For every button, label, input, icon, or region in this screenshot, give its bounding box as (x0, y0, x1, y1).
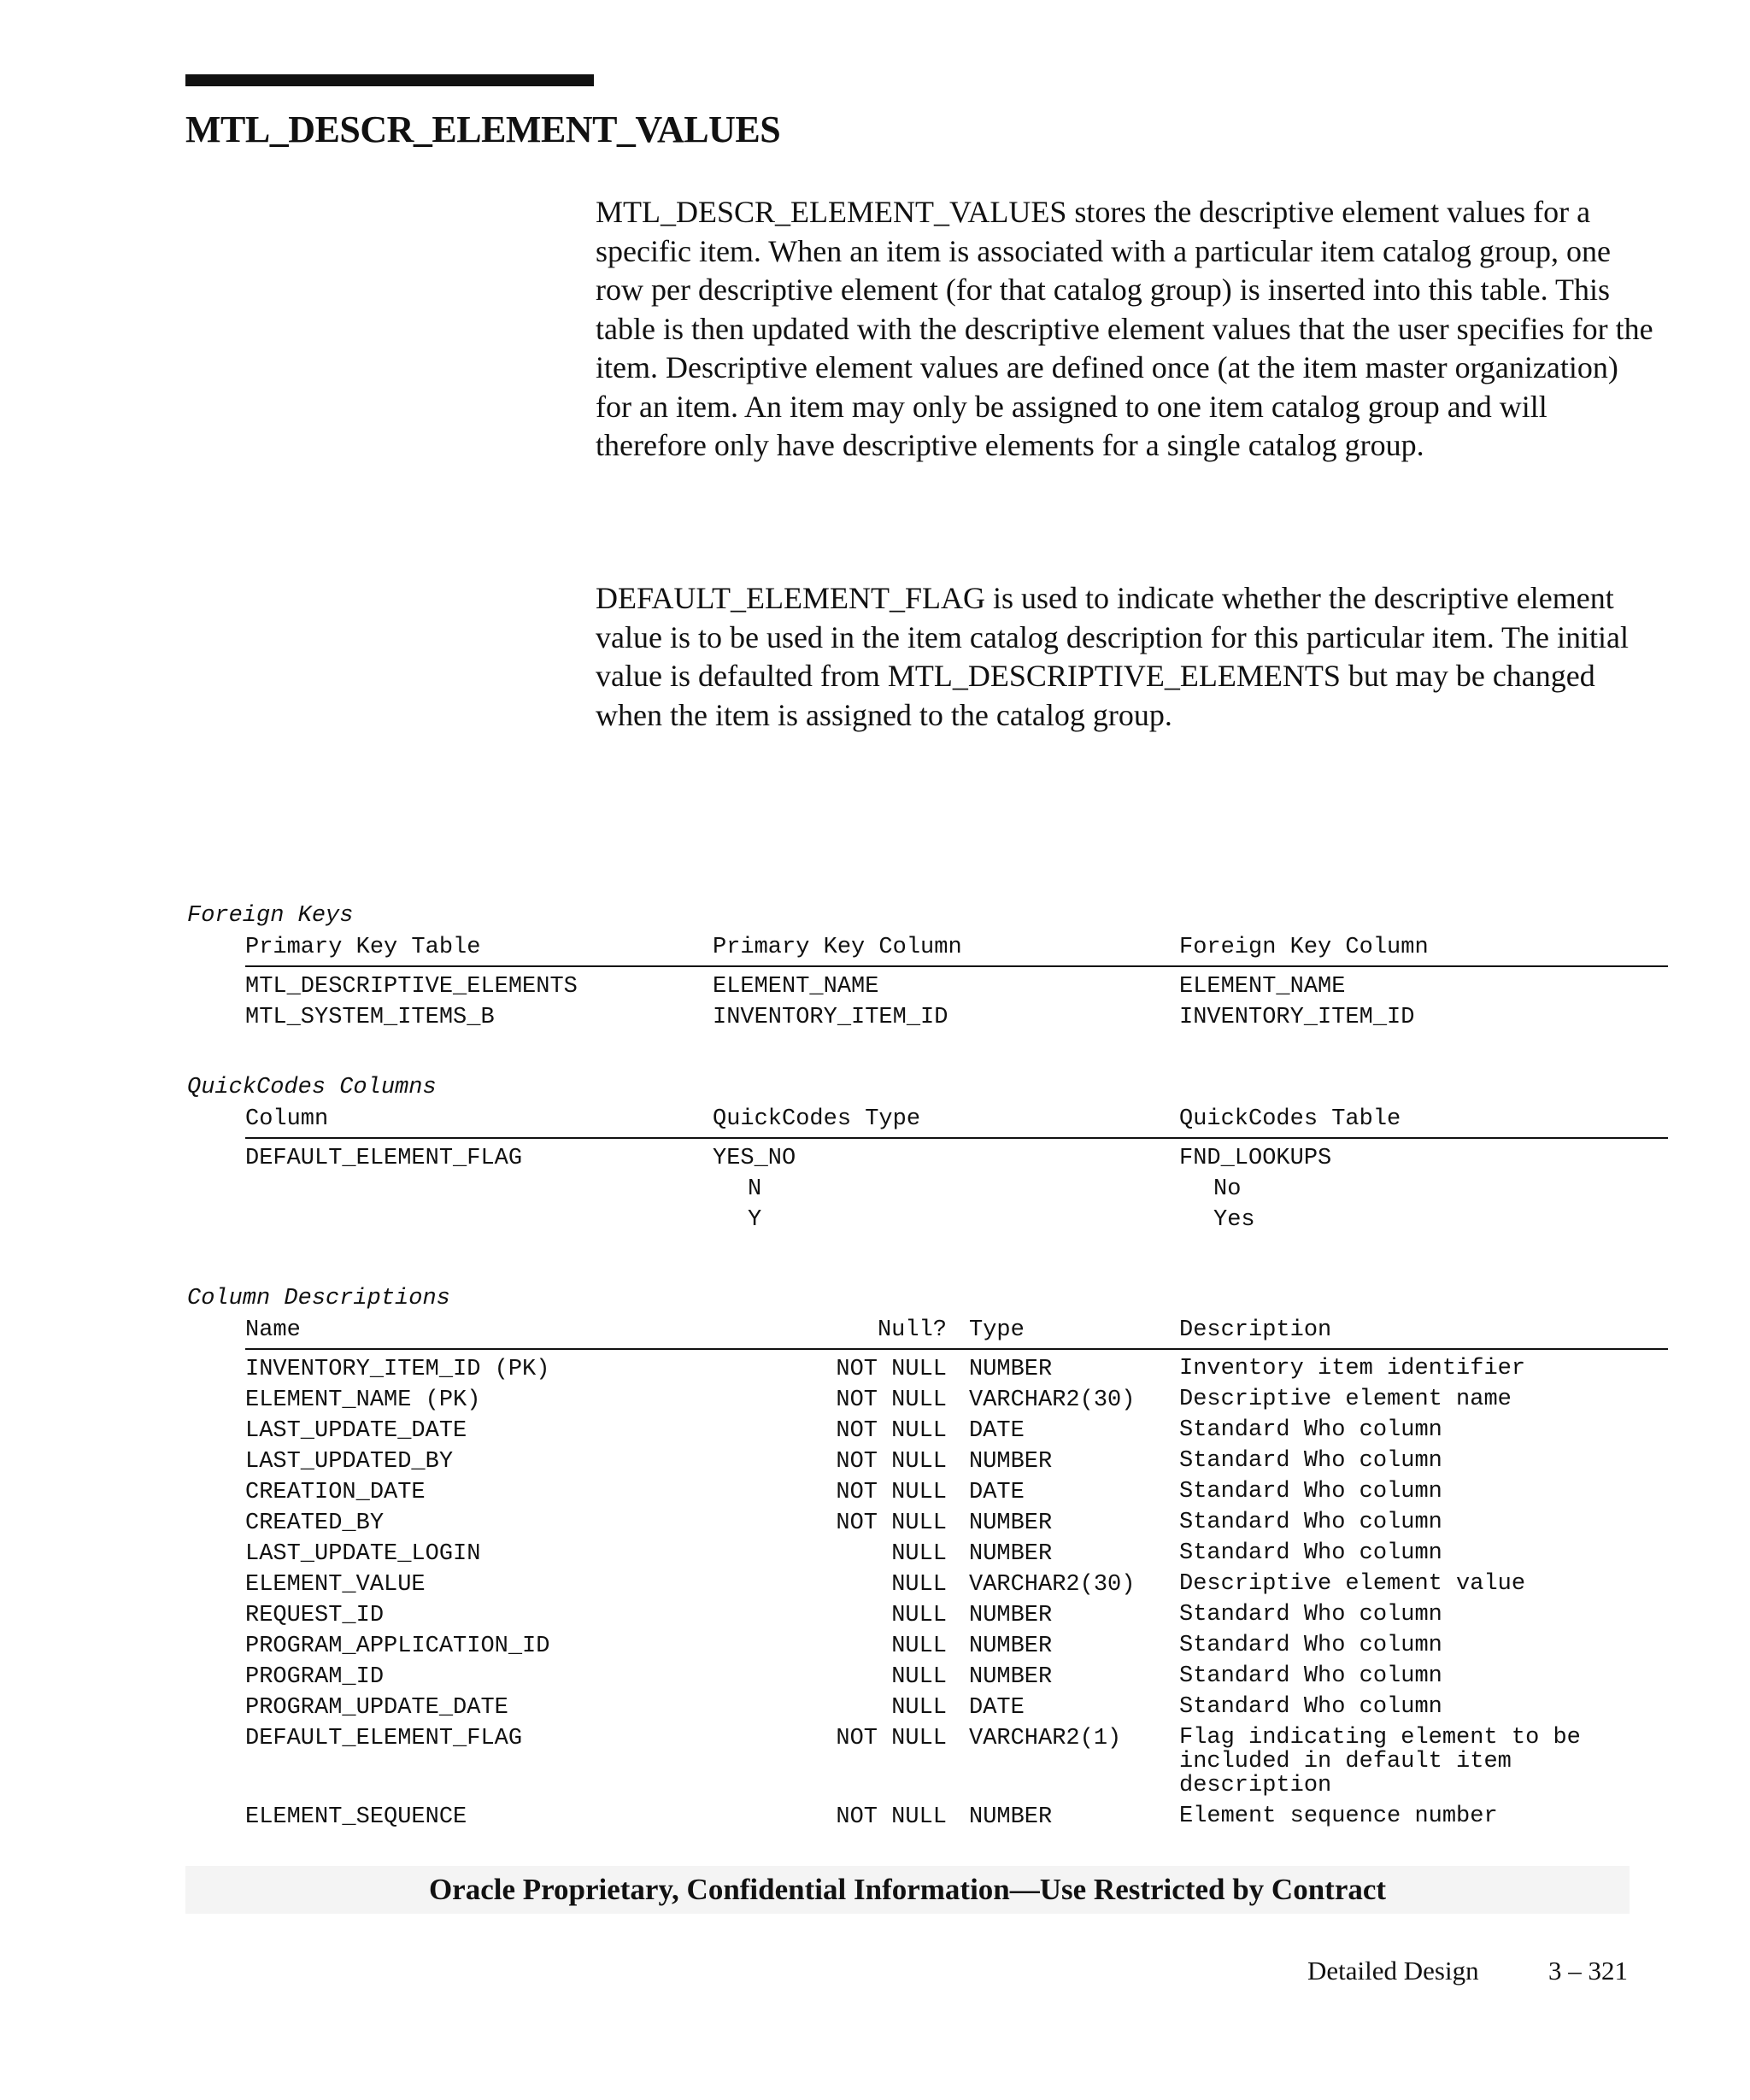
qc-meaning: No (1213, 1176, 1242, 1202)
table-row (245, 1449, 1668, 1480)
column-name: DEFAULT_ELEMENT_FLAG (245, 1726, 523, 1751)
fk-primary-column: ELEMENT_NAME (713, 974, 879, 1000)
column-description: Standard Who column (1179, 1633, 1442, 1658)
confidentiality-notice: Oracle Proprietary, Confidential Information––Use Restricted by Contract (428, 1873, 1387, 1906)
column-name: INVENTORY_ITEM_ID (PK) (245, 1357, 550, 1382)
page-number: 3 – 321 (1548, 1956, 1628, 1986)
table-row (245, 1804, 1668, 1835)
table-row (245, 1005, 1668, 1035)
column-type: NUMBER (969, 1357, 1053, 1382)
table-row (245, 1480, 1668, 1510)
column-descriptions-label: Column Descriptions (187, 1286, 450, 1311)
header-column: Column (245, 1106, 329, 1132)
table-row (245, 1541, 1668, 1572)
foreign-keys-table (245, 935, 1668, 1035)
column-null: NULL (891, 1664, 947, 1690)
header-primary-key-column: Primary Key Column (713, 935, 962, 960)
column-null: NOT NULL (836, 1726, 947, 1751)
fk-foreign-column: ELEMENT_NAME (1179, 974, 1346, 1000)
title-rule (185, 74, 594, 86)
column-null: NOT NULL (836, 1449, 947, 1475)
column-name: PROGRAM_APPLICATION_ID (245, 1634, 550, 1659)
table-row (245, 1726, 1668, 1804)
column-null: NULL (891, 1572, 947, 1598)
column-null: NOT NULL (836, 1418, 947, 1444)
column-null: NOT NULL (836, 1387, 947, 1413)
column-null: NULL (891, 1541, 947, 1567)
foreign-keys-label: Foreign Keys (187, 903, 354, 929)
description-paragraph-2: DEFAULT_ELEMENT_FLAG is used to indicate whether the descriptive element value is to be used in the item catalog description for this particular item. The initial value is defaulted from MTL_DESCRIPTIVE_ELEMENTS but may be changed when the item is assigned to the catalog group. (596, 581, 1630, 732)
column-description: Standard Who column (1179, 1540, 1442, 1566)
column-descriptions-table (245, 1317, 1668, 1835)
header-type: Type (969, 1317, 1025, 1343)
column-type: VARCHAR2(1) (969, 1726, 1122, 1751)
header-quickcodes-type: QuickCodes Type (713, 1106, 921, 1132)
quickcodes-table (245, 1106, 1668, 1238)
column-null: NULL (891, 1695, 947, 1721)
column-name: ELEMENT_NAME (PK) (245, 1387, 481, 1413)
column-name: LAST_UPDATED_BY (245, 1449, 454, 1475)
header-quickcodes-table: QuickCodes Table (1179, 1106, 1401, 1132)
column-rows (245, 1357, 1668, 1835)
column-type: VARCHAR2(30) (969, 1387, 1136, 1413)
fk-foreign-column: INVENTORY_ITEM_ID (1179, 1005, 1415, 1030)
fk-primary-column: INVENTORY_ITEM_ID (713, 1005, 948, 1030)
table-row (245, 1418, 1668, 1449)
page-title: MTL_DESCR_ELEMENT_VALUES (185, 109, 781, 150)
header-foreign-key-column: Foreign Key Column (1179, 935, 1429, 960)
column-description: Element sequence number (1179, 1804, 1498, 1829)
table-row (245, 1357, 1668, 1387)
column-description: Standard Who column (1179, 1510, 1442, 1535)
header-description: Description (1179, 1317, 1332, 1343)
column-null: NULL (891, 1603, 947, 1628)
qc-meaning: Yes (1213, 1207, 1255, 1233)
column-type: NUMBER (969, 1634, 1053, 1659)
table-row (245, 1207, 1668, 1238)
qc-column: DEFAULT_ELEMENT_FLAG (245, 1146, 523, 1171)
column-description: Flag indicating element to be included in default item description (1179, 1725, 1581, 1798)
table-row (245, 1634, 1668, 1664)
column-description: Standard Who column (1179, 1417, 1442, 1443)
column-name: REQUEST_ID (245, 1603, 385, 1628)
fk-primary-table: MTL_SYSTEM_ITEMS_B (245, 1005, 495, 1030)
column-name: LAST_UPDATE_LOGIN (245, 1541, 481, 1567)
column-descriptions-header (245, 1317, 1668, 1350)
header-primary-key-table: Primary Key Table (245, 935, 481, 960)
table-row (245, 1510, 1668, 1541)
header-null: Null? (877, 1317, 947, 1343)
table-row (245, 1664, 1668, 1695)
description-paragraph-1: MTL_DESCR_ELEMENT_VALUES stores the descriptive element values for a specific item. When an item is associated with a particular item catalog group, one row per descriptive element (for that catalog group) is inserted into this table. This table is then updated with the descriptive element values that the user specifies for the item. Descriptive element values are defined once (at the item master organization) for an item. An item may only be assigned to one item catalog group and will therefore only have descriptive elements for a single catalog group. (596, 195, 1653, 462)
fk-primary-table: MTL_DESCRIPTIVE_ELEMENTS (245, 974, 578, 1000)
column-type: NUMBER (969, 1449, 1053, 1475)
table-row (245, 1176, 1668, 1207)
foreign-keys-header (245, 935, 1668, 967)
quickcodes-header (245, 1106, 1668, 1139)
column-name: PROGRAM_ID (245, 1664, 385, 1690)
qc-table: FND_LOOKUPS (1179, 1146, 1332, 1171)
qc-code: N (748, 1176, 762, 1202)
column-null: NOT NULL (836, 1480, 947, 1505)
footer-section: Detailed Design (1307, 1956, 1479, 1986)
column-type: NUMBER (969, 1804, 1053, 1830)
table-row (245, 974, 1668, 1005)
column-type: NUMBER (969, 1510, 1053, 1536)
column-description: Standard Who column (1179, 1663, 1442, 1689)
column-name: CREATED_BY (245, 1510, 385, 1536)
column-description: Descriptive element name (1179, 1387, 1512, 1412)
column-null: NOT NULL (836, 1804, 947, 1830)
quickcodes-label: QuickCodes Columns (187, 1075, 437, 1100)
column-type: DATE (969, 1695, 1025, 1721)
column-type: DATE (969, 1480, 1025, 1505)
column-description: Standard Who column (1179, 1602, 1442, 1628)
column-name: PROGRAM_UPDATE_DATE (245, 1695, 508, 1721)
qc-code: Y (748, 1207, 762, 1233)
table-row (245, 1603, 1668, 1634)
column-type: NUMBER (969, 1603, 1053, 1628)
table-row (245, 1146, 1668, 1176)
column-type: VARCHAR2(30) (969, 1572, 1136, 1598)
column-name: ELEMENT_SEQUENCE (245, 1804, 467, 1830)
column-description: Standard Who column (1179, 1479, 1442, 1505)
column-description: Standard Who column (1179, 1694, 1442, 1720)
header-name: Name (245, 1317, 301, 1343)
table-row (245, 1572, 1668, 1603)
column-type: DATE (969, 1418, 1025, 1444)
column-null: NOT NULL (836, 1510, 947, 1536)
column-description: Standard Who column (1179, 1448, 1442, 1474)
column-null: NULL (891, 1634, 947, 1659)
qc-type: YES_NO (713, 1146, 796, 1171)
table-row (245, 1387, 1668, 1418)
column-name: CREATION_DATE (245, 1480, 426, 1505)
column-description: Descriptive element value (1179, 1571, 1526, 1597)
column-name: ELEMENT_VALUE (245, 1572, 426, 1598)
column-null: NOT NULL (836, 1357, 947, 1382)
table-row (245, 1695, 1668, 1726)
column-type: NUMBER (969, 1664, 1053, 1690)
column-type: NUMBER (969, 1541, 1053, 1567)
column-name: LAST_UPDATE_DATE (245, 1418, 467, 1444)
column-description: Inventory item identifier (1179, 1356, 1526, 1381)
